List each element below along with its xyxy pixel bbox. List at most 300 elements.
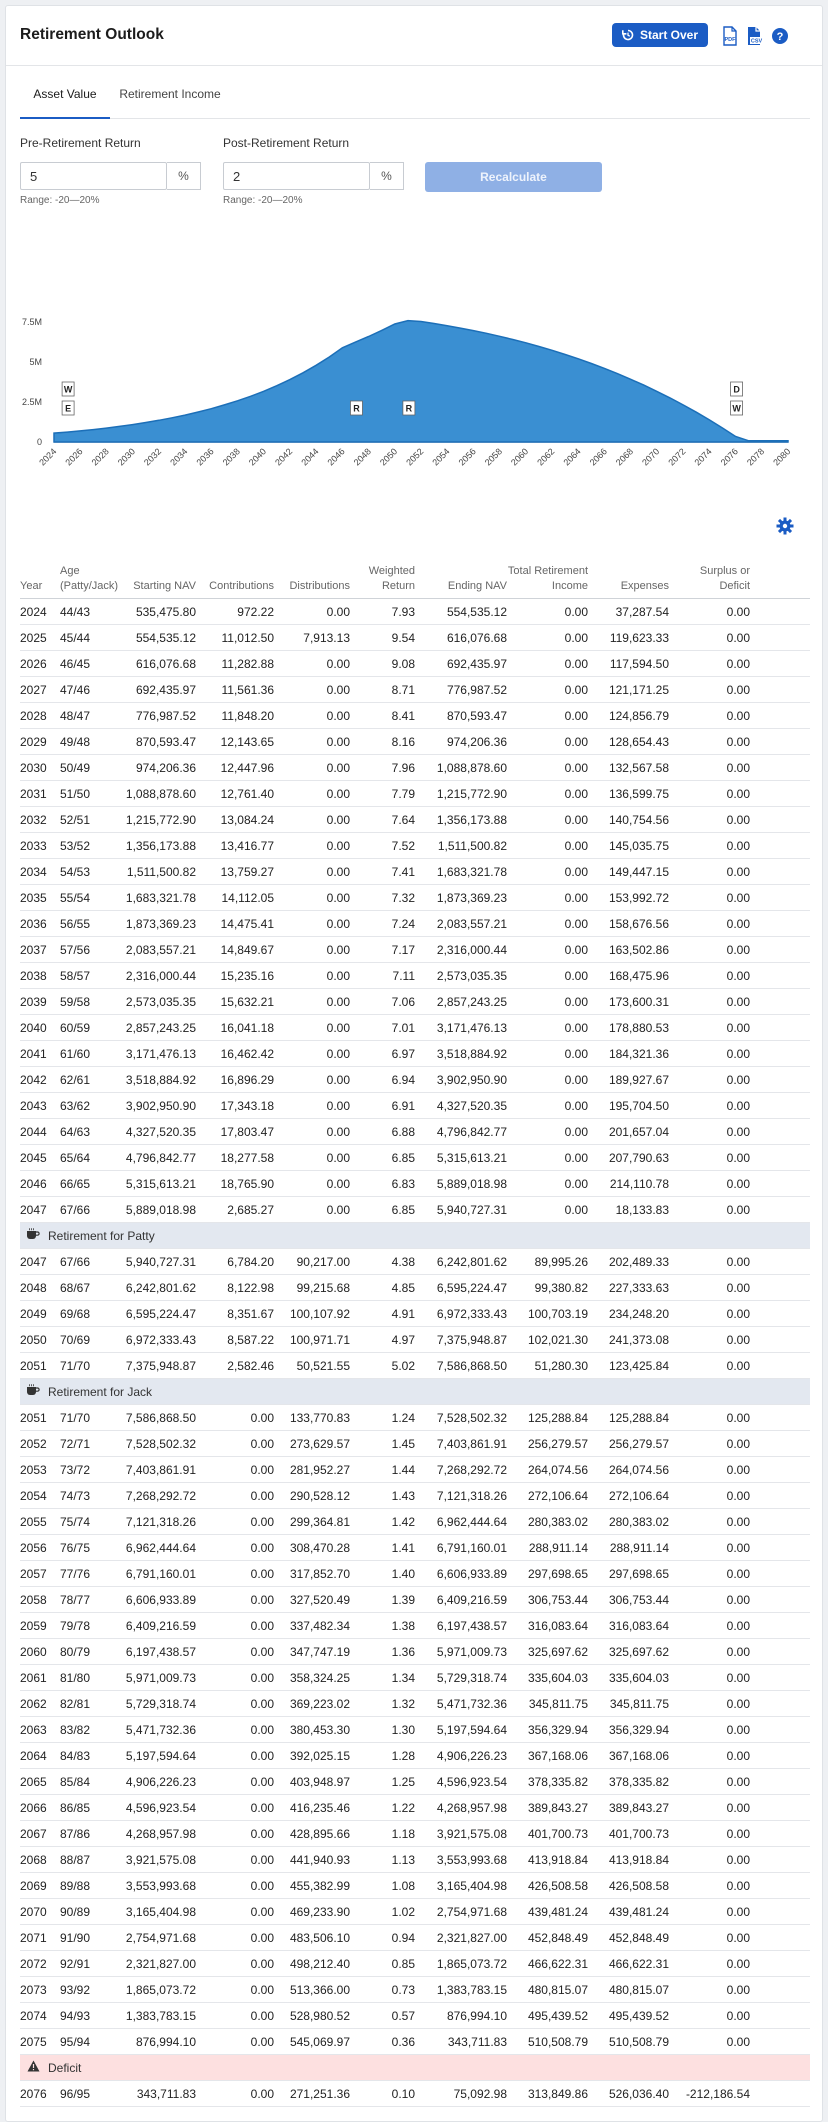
table-cell: 0.00	[669, 1275, 750, 1301]
table-cell: 1,088,878.60	[415, 755, 507, 781]
table-cell: 153,992.72	[588, 885, 669, 911]
table-cell: 7.06	[350, 989, 415, 1015]
column-header[interactable]: Surplus or Deficit	[669, 544, 750, 599]
table-cell: 335,604.03	[588, 1665, 669, 1691]
table-cell: 1.25	[350, 1769, 415, 1795]
table-cell: 2045	[20, 1145, 60, 1171]
table-cell: 100,703.19	[507, 1301, 588, 1327]
table-cell: 1.43	[350, 1483, 415, 1509]
table-cell: 2,083,557.21	[415, 911, 507, 937]
table-cell: 2049	[20, 1301, 60, 1327]
table-cell: 0.00	[274, 1067, 350, 1093]
table-cell: 0.00	[669, 1067, 750, 1093]
table-cell: 7.41	[350, 859, 415, 885]
table-cell: 14,849.67	[196, 937, 274, 963]
table-cell: 5,940,727.31	[415, 1197, 507, 1223]
table-cell: 2041	[20, 1041, 60, 1067]
gear-icon[interactable]	[776, 517, 794, 535]
table-cell: 356,329.94	[588, 1717, 669, 1743]
coffee-cup-icon	[26, 1384, 40, 1399]
table-cell: 82/81	[60, 1691, 108, 1717]
table-cell: 2033	[20, 833, 60, 859]
column-header[interactable]: Ending NAV	[415, 544, 507, 599]
x-tick-label: 2052	[404, 446, 426, 468]
deficit-section-row	[20, 2055, 810, 2081]
table-cell: 227,333.63	[588, 1275, 669, 1301]
table-cell: 0.00	[196, 1925, 274, 1951]
recalculate-button[interactable]: Recalculate	[425, 162, 602, 192]
table-cell: 4.85	[350, 1275, 415, 1301]
table-cell-spacer	[750, 963, 810, 989]
table-cell: 4.91	[350, 1301, 415, 1327]
table-cell: 73/72	[60, 1457, 108, 1483]
table-cell: 0.00	[669, 781, 750, 807]
table-row	[20, 2029, 810, 2055]
table-cell: 6,409,216.59	[415, 1587, 507, 1613]
column-header[interactable]: Age (Patty/Jack)	[60, 544, 108, 599]
x-tick-label: 2056	[456, 446, 478, 468]
table-cell: 3,165,404.98	[415, 1873, 507, 1899]
table-cell: 439,481.24	[507, 1899, 588, 1925]
table-cell: 117,594.50	[588, 651, 669, 677]
table-cell: 5,889,018.98	[108, 1197, 196, 1223]
table-cell: 96/95	[60, 2081, 108, 2107]
table-cell: 0.00	[669, 1301, 750, 1327]
table-cell: 776,987.52	[415, 677, 507, 703]
start-over-label: Start Over	[639, 28, 699, 42]
table-cell: 102,021.30	[507, 1327, 588, 1353]
table-cell: 6,962,444.64	[108, 1535, 196, 1561]
table-cell: 89,995.26	[507, 1249, 588, 1275]
table-cell: 2062	[20, 1691, 60, 1717]
column-header[interactable]: Weighted Return	[350, 544, 415, 599]
table-cell: 90,217.00	[274, 1249, 350, 1275]
table-cell: 2076	[20, 2081, 60, 2107]
table-cell: 1,215,772.90	[415, 781, 507, 807]
table-cell: 5,471,732.36	[415, 1691, 507, 1717]
table-cell: 125,288.84	[588, 1405, 669, 1431]
table-cell: 87/86	[60, 1821, 108, 1847]
table-cell: 8.16	[350, 729, 415, 755]
table-cell: 9.54	[350, 625, 415, 651]
table-cell: 11,561.36	[196, 677, 274, 703]
table-cell: 65/64	[60, 1145, 108, 1171]
table-cell: 2061	[20, 1665, 60, 1691]
table-cell: 369,223.02	[274, 1691, 350, 1717]
table-cell: 325,697.62	[588, 1639, 669, 1665]
table-cell: 264,074.56	[588, 1457, 669, 1483]
table-cell: 4,906,226.23	[108, 1769, 196, 1795]
table-cell: 12,761.40	[196, 781, 274, 807]
x-tick-label: 2042	[273, 446, 295, 468]
table-cell: 0.00	[669, 1873, 750, 1899]
table-row	[20, 1301, 810, 1327]
table-cell: 62/61	[60, 1067, 108, 1093]
table-cell: 2024	[20, 599, 60, 625]
table-cell: 99,215.68	[274, 1275, 350, 1301]
table-cell: 0.00	[196, 1509, 274, 1535]
table-cell-spacer	[750, 1431, 810, 1457]
table-cell: 0.00	[669, 963, 750, 989]
x-tick-label: 2076	[718, 446, 740, 468]
table-cell: 0.00	[507, 911, 588, 937]
column-header[interactable]: Expenses	[588, 544, 669, 599]
table-cell: 124,856.79	[588, 703, 669, 729]
table-cell: 0.00	[196, 1665, 274, 1691]
table-cell: 2069	[20, 1873, 60, 1899]
tab-asset-value[interactable]: Asset Value	[20, 84, 110, 119]
table-cell-spacer	[750, 1743, 810, 1769]
table-cell: 189,927.67	[588, 1067, 669, 1093]
table-cell: 335,604.03	[507, 1665, 588, 1691]
table-cell: 2065	[20, 1769, 60, 1795]
table-cell-spacer	[750, 1171, 810, 1197]
x-tick-label: 2068	[613, 446, 636, 468]
table-cell: 0.00	[669, 1093, 750, 1119]
table-cell: 299,364.81	[274, 1509, 350, 1535]
table-cell: 3,902,950.90	[415, 1067, 507, 1093]
tab-retirement-income[interactable]: Retirement Income	[119, 87, 221, 101]
table-row	[20, 677, 810, 703]
table-cell-spacer	[750, 1613, 810, 1639]
table-row	[20, 1067, 810, 1093]
table-cell: 2,857,243.25	[415, 989, 507, 1015]
table-cell: 2055	[20, 1509, 60, 1535]
table-cell: 2057	[20, 1561, 60, 1587]
table-cell: 195,704.50	[588, 1093, 669, 1119]
table-cell-spacer	[750, 1561, 810, 1587]
table-cell-spacer	[750, 1067, 810, 1093]
table-cell: 692,435.97	[108, 677, 196, 703]
table-cell: 0.00	[507, 833, 588, 859]
table-cell: 466,622.31	[588, 1951, 669, 1977]
table-cell-spacer	[750, 1535, 810, 1561]
x-tick-label: 2044	[299, 446, 321, 468]
column-header[interactable]: Distributions	[274, 544, 350, 599]
table-cell: 0.00	[196, 1795, 274, 1821]
table-cell: 3,518,884.92	[108, 1067, 196, 1093]
percent-suffix: %	[370, 162, 404, 190]
table-cell: 0.00	[669, 2029, 750, 2055]
table-cell: 75/74	[60, 1509, 108, 1535]
table-cell: 173,600.31	[588, 989, 669, 1015]
export-csv-icon[interactable]	[745, 26, 763, 46]
table-cell: 0.00	[669, 1249, 750, 1275]
table-cell: 0.00	[507, 859, 588, 885]
table-cell: 316,083.64	[507, 1613, 588, 1639]
table-cell: 413,918.84	[588, 1847, 669, 1873]
x-tick-label: 2064	[561, 446, 583, 468]
table-row	[20, 1327, 810, 1353]
table-cell: 0.00	[669, 1171, 750, 1197]
table-cell: 85/84	[60, 1769, 108, 1795]
help-icon[interactable]	[770, 26, 790, 46]
section-label: Retirement for Patty	[48, 1229, 155, 1243]
help-label: ?	[776, 31, 784, 43]
table-row	[20, 1249, 810, 1275]
table-cell: 2,321,827.00	[108, 1951, 196, 1977]
table-cell: 89/88	[60, 1873, 108, 1899]
table-cell-spacer	[750, 989, 810, 1015]
table-cell: 4,327,520.35	[415, 1093, 507, 1119]
table-cell: 6.91	[350, 1093, 415, 1119]
pre-retirement-range: Range: -20—20%	[20, 195, 100, 206]
column-header[interactable]: Total Retirement Income	[507, 544, 588, 599]
table-cell: 2,316,000.44	[108, 963, 196, 989]
table-row	[20, 1691, 810, 1717]
table-cell: 7.17	[350, 937, 415, 963]
column-header[interactable]: Year	[20, 544, 60, 599]
table-row	[20, 885, 810, 911]
table-cell: 2063	[20, 1717, 60, 1743]
table-cell: 0.00	[274, 885, 350, 911]
table-cell: 17,343.18	[196, 1093, 274, 1119]
table-cell: 0.00	[196, 1769, 274, 1795]
table-cell-spacer	[750, 1587, 810, 1613]
x-tick-label: 2050	[377, 446, 400, 468]
table-cell: 0.00	[274, 937, 350, 963]
table-cell: 55/54	[60, 885, 108, 911]
table-row	[20, 1795, 810, 1821]
table-cell: 51/50	[60, 781, 108, 807]
table-cell: 70/69	[60, 1327, 108, 1353]
x-tick-label: 2028	[89, 446, 111, 468]
table-cell: 2067	[20, 1821, 60, 1847]
post-retirement-return-input[interactable]	[223, 162, 370, 190]
table-cell: 53/52	[60, 833, 108, 859]
x-tick-label: 2036	[194, 446, 216, 468]
table-cell: 6,197,438.57	[415, 1613, 507, 1639]
table-cell: 273,629.57	[274, 1431, 350, 1457]
table-cell-spacer	[750, 1977, 810, 2003]
coffee-cup-icon	[26, 1228, 40, 1243]
table-cell: 57/56	[60, 937, 108, 963]
table-cell: 297,698.65	[588, 1561, 669, 1587]
pre-retirement-return-label: Pre-Retirement Return	[20, 136, 141, 150]
table-cell: 0.00	[196, 1821, 274, 1847]
warning-icon	[26, 2060, 40, 2075]
table-cell: 0.00	[507, 651, 588, 677]
table-cell: 272,106.64	[588, 1483, 669, 1509]
percent-suffix: %	[167, 162, 201, 190]
table-cell: 1,383,783.15	[415, 1977, 507, 2003]
table-cell: 7.32	[350, 885, 415, 911]
table-cell-spacer	[750, 2003, 810, 2029]
table-cell: 1.44	[350, 1457, 415, 1483]
table-row	[20, 2003, 810, 2029]
x-tick-label: 2080	[771, 446, 793, 468]
table-cell: 2032	[20, 807, 60, 833]
column-header[interactable]: Contributions	[196, 544, 274, 599]
table-row	[20, 1457, 810, 1483]
table-cell: 0.00	[196, 1457, 274, 1483]
table-cell: 2027	[20, 677, 60, 703]
table-cell: 452,848.49	[588, 1925, 669, 1951]
table-cell: 1.45	[350, 1431, 415, 1457]
table-cell-spacer	[750, 1119, 810, 1145]
x-tick-label: 2060	[509, 446, 531, 468]
table-cell: 0.00	[669, 989, 750, 1015]
table-cell: 0.00	[669, 1665, 750, 1691]
table-cell: 68/67	[60, 1275, 108, 1301]
table-cell: 1,356,173.88	[108, 833, 196, 859]
table-cell: 207,790.63	[588, 1145, 669, 1171]
table-cell: 0.00	[196, 1873, 274, 1899]
table-cell: 2051	[20, 1353, 60, 1379]
table-row	[20, 1873, 810, 1899]
table-cell: 343,711.83	[108, 2081, 196, 2107]
table-cell: 2,754,971.68	[415, 1899, 507, 1925]
table-cell: 290,528.12	[274, 1483, 350, 1509]
table-cell: 8.71	[350, 677, 415, 703]
table-cell-spacer	[750, 1951, 810, 1977]
table-cell: 67/66	[60, 1197, 108, 1223]
table-cell: 8.41	[350, 703, 415, 729]
table-row	[20, 833, 810, 859]
table-cell: 0.00	[669, 1405, 750, 1431]
table-cell-spacer	[750, 833, 810, 859]
table-cell: 3,518,884.92	[415, 1041, 507, 1067]
table-cell: 0.00	[507, 1067, 588, 1093]
table-cell: 0.00	[196, 1847, 274, 1873]
table-cell: 0.00	[669, 729, 750, 755]
table-cell: 2,754,971.68	[108, 1925, 196, 1951]
table-cell: 92/91	[60, 1951, 108, 1977]
table-cell: 972.22	[196, 599, 274, 625]
table-row	[20, 1171, 810, 1197]
table-cell: 389,843.27	[507, 1795, 588, 1821]
table-cell: 6,791,160.01	[108, 1561, 196, 1587]
table-cell: 7.11	[350, 963, 415, 989]
table-cell: 44/43	[60, 599, 108, 625]
table-cell: 5,315,613.21	[108, 1171, 196, 1197]
table-cell: 426,508.58	[588, 1873, 669, 1899]
table-row	[20, 1197, 810, 1223]
table-cell: 337,482.34	[274, 1613, 350, 1639]
table-cell: 6.88	[350, 1119, 415, 1145]
table-cell: 1.24	[350, 1405, 415, 1431]
table-cell: 0.00	[274, 1093, 350, 1119]
table-cell: 16,041.18	[196, 1015, 274, 1041]
table-cell: 0.00	[196, 2081, 274, 2107]
table-cell: 7,586,868.50	[415, 1353, 507, 1379]
column-header[interactable]: Starting NAV	[108, 544, 196, 599]
table-row	[20, 1041, 810, 1067]
event-marker-label: W	[63, 384, 73, 395]
table-cell: 184,321.36	[588, 1041, 669, 1067]
table-cell: 0.00	[274, 911, 350, 937]
table-cell: 1.40	[350, 1561, 415, 1587]
start-over-button[interactable]	[612, 23, 708, 47]
table-cell: 401,700.73	[588, 1821, 669, 1847]
table-cell: 5,889,018.98	[415, 1171, 507, 1197]
table-cell: 1,383,783.15	[108, 2003, 196, 2029]
y-tick-label: 2.5M	[21, 397, 42, 407]
table-cell: 0.00	[669, 1899, 750, 1925]
table-cell: 125,288.84	[507, 1405, 588, 1431]
table-cell: 6,972,333.43	[108, 1327, 196, 1353]
table-cell: 18,133.83	[588, 1197, 669, 1223]
table-cell: 0.00	[507, 963, 588, 989]
table-cell: 75,092.98	[415, 2081, 507, 2107]
table-cell: 3,921,575.08	[415, 1821, 507, 1847]
table-cell: 528,980.52	[274, 2003, 350, 2029]
table-cell: 1,511,500.82	[108, 859, 196, 885]
table-row	[20, 1613, 810, 1639]
table-cell-spacer	[750, 1457, 810, 1483]
table-cell: 256,279.57	[507, 1431, 588, 1457]
table-cell: 2051	[20, 1405, 60, 1431]
table-cell: 2060	[20, 1639, 60, 1665]
table-cell: 4,268,957.98	[108, 1821, 196, 1847]
table-cell: 99,380.82	[507, 1275, 588, 1301]
table-row	[20, 1561, 810, 1587]
table-cell-spacer	[750, 1249, 810, 1275]
table-cell: 327,520.49	[274, 1587, 350, 1613]
table-cell: 2054	[20, 1483, 60, 1509]
table-cell: 358,324.25	[274, 1665, 350, 1691]
x-tick-label: 2058	[482, 446, 505, 468]
table-cell: 347,747.19	[274, 1639, 350, 1665]
table-cell: 316,083.64	[588, 1613, 669, 1639]
table-cell: 0.00	[507, 755, 588, 781]
table-cell: 158,676.56	[588, 911, 669, 937]
table-cell: 0.00	[507, 599, 588, 625]
table-cell: 0.00	[274, 989, 350, 1015]
table-cell: 5,729,318.74	[108, 1691, 196, 1717]
table-cell: 0.00	[507, 885, 588, 911]
table-cell: 4.97	[350, 1327, 415, 1353]
table-cell: 0.00	[669, 651, 750, 677]
table-cell: 7.96	[350, 755, 415, 781]
table-cell: 776,987.52	[108, 703, 196, 729]
table-cell-spacer	[750, 651, 810, 677]
table-cell: 0.00	[274, 963, 350, 989]
csv-label: CSV	[750, 38, 763, 45]
table-cell: 0.10	[350, 2081, 415, 2107]
table-cell: 128,654.43	[588, 729, 669, 755]
pre-retirement-return-input[interactable]	[20, 162, 167, 190]
table-cell-spacer	[750, 885, 810, 911]
table-cell: 2074	[20, 2003, 60, 2029]
table-row	[20, 1899, 810, 1925]
section-label: Deficit	[48, 2061, 82, 2075]
table-cell: 2052	[20, 1431, 60, 1457]
export-pdf-icon[interactable]	[721, 26, 739, 46]
table-cell: 0.00	[507, 1015, 588, 1041]
table-cell: 202,489.33	[588, 1249, 669, 1275]
table-cell: 6,595,224.47	[108, 1301, 196, 1327]
table-cell: 6,242,801.62	[108, 1275, 196, 1301]
section-cell	[20, 2055, 810, 2081]
column-header-overflow	[750, 544, 810, 599]
table-cell: 413,918.84	[507, 1847, 588, 1873]
table-cell: 6.85	[350, 1145, 415, 1171]
x-tick-label: 2054	[430, 446, 452, 468]
table-cell: 0.00	[669, 1951, 750, 1977]
table-cell: 0.00	[274, 1197, 350, 1223]
table-cell: 0.00	[507, 989, 588, 1015]
table-cell: 2066	[20, 1795, 60, 1821]
table-cell: 0.00	[274, 859, 350, 885]
table-cell: 367,168.06	[507, 1743, 588, 1769]
table-cell: 416,235.46	[274, 1795, 350, 1821]
x-tick-label: 2040	[246, 446, 269, 468]
table-cell: 5,940,727.31	[108, 1249, 196, 1275]
table-cell: 71/70	[60, 1405, 108, 1431]
table-cell: 6,595,224.47	[415, 1275, 507, 1301]
table-cell: 77/76	[60, 1561, 108, 1587]
